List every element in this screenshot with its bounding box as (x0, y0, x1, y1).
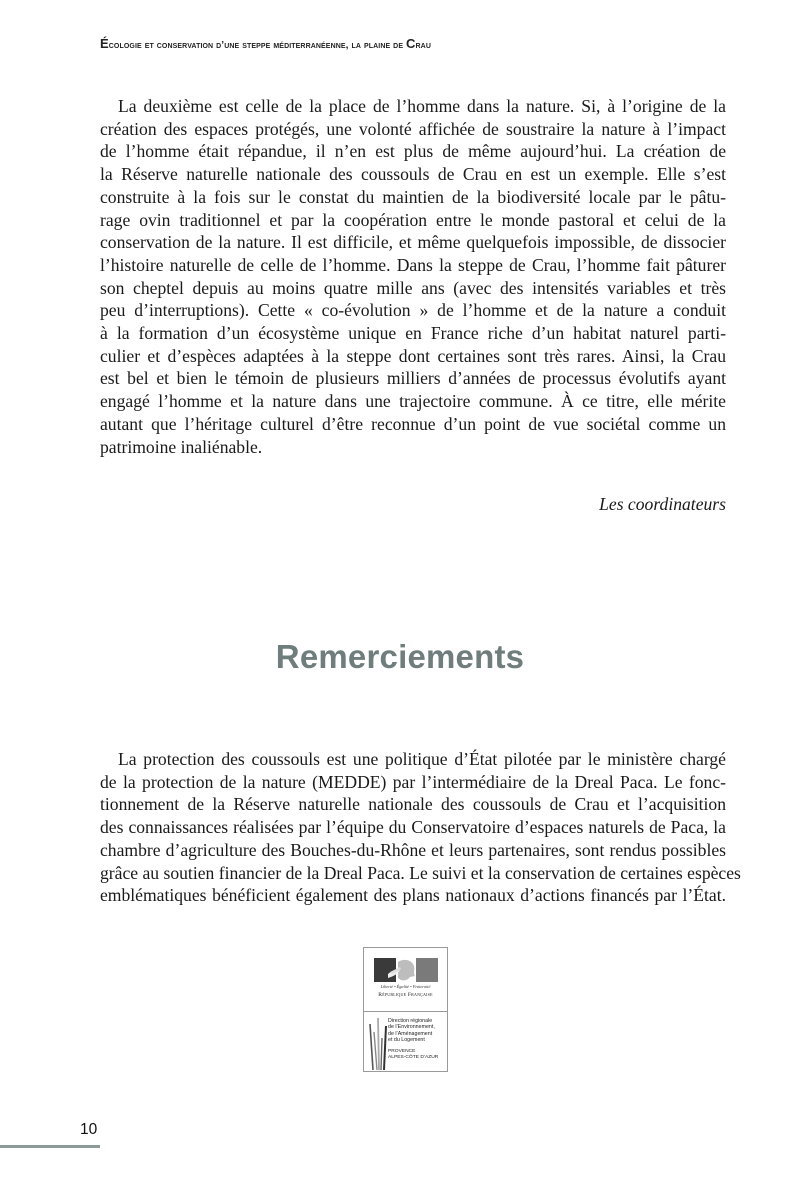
preface-paragraph (100, 95, 726, 458)
running-head-text-1: cologie et conservation d’une steppe méditerranéenne, la plaine de (108, 40, 407, 51)
running-head-cap-1: É (100, 36, 109, 51)
section-title: Remerciements (275, 638, 525, 675)
text-line: l’histoire naturelle de celle de l’homme. Dans la steppe de Crau, l’homme fait pâturer (100, 254, 726, 275)
text-line: peu d’interruptions). Cette « co-évolution » de l’homme et de la nature a conduit (100, 300, 726, 321)
dreal-line: et du Logement (388, 1036, 425, 1043)
page-number: 10 (80, 1121, 98, 1138)
republique-label: République Française (378, 992, 433, 998)
prefecture-dreal-logo (363, 947, 448, 1072)
text-line: création des espaces protégés, une volonté affichée de soustraire la nature à l’impact (100, 118, 726, 139)
motto: Liberté • Égalité • Fraternité (380, 984, 431, 989)
text-line: la Réserve naturelle nationale des coussouls de Crau en est un exemple. Elle s’est (100, 164, 726, 185)
text-line: La protection des coussouls est une politique d’État pilotée par le ministère chargé (118, 749, 726, 769)
page-number-rule (0, 1145, 100, 1148)
running-head-cap-2: C (406, 36, 416, 51)
text-line: tionnement de la Réserve naturelle nationale des coussouls de Crau et l’acquisition (100, 794, 726, 815)
text-line: construite à la fois sur le constat du maintien de la biodiversité locale par le pâtu- (100, 186, 726, 207)
text-line: à la formation d’un écosystème unique en France riche d’un habitat naturel parti- (100, 323, 726, 344)
text-line: emblématiques bénéficient également des plans nationaux d’actions financés par l’État. (100, 885, 726, 906)
region-line: ALPES-CÔTE D’AZUR (388, 1055, 439, 1060)
text-line: chambre d’agriculture des Bouches-du-Rhône et leurs partenaires, sont rendus possibles (100, 839, 726, 860)
text-line: de l’homme était répandue, il n’en est plus de même aujourd’hui. La création de (100, 141, 726, 162)
acknowledgements-paragraph (100, 748, 741, 907)
text-line: patrimoine inaliénable. (100, 436, 263, 457)
region-line: PROVENCE (388, 1049, 416, 1054)
text-line: autant que l’héritage culturel d’être reconnue d’un point de vue sociétal comme un (100, 413, 726, 434)
text-line: engagé l’homme et la nature dans une trajectoire commune. À ce titre, elle mérite (100, 391, 726, 412)
dreal-name (388, 1018, 448, 1043)
text-line: de la protection de la nature (MEDDE) par l’intermédiaire de la Dreal Paca. Le fonc- (100, 771, 726, 792)
text-line: La deuxième est celle de la place de l’homme dans la nature. Si, à l’origine de la (118, 96, 726, 116)
text-line: culier et d’espèces adaptées à la steppe dont certaines sont très rares. Ainsi, la Crau (100, 345, 726, 366)
dreal-line: de l’Aménagement (388, 1030, 433, 1037)
republique-francaise-block (364, 948, 447, 1012)
signature: Les coordinateurs (599, 494, 726, 514)
running-head (100, 36, 740, 51)
text-line: son cheptel depuis au moins quatre mille ans (avec des intensités variables et très (100, 277, 726, 298)
marianne-flag-icon (374, 958, 438, 982)
dreal-line: Direction régionale (388, 1018, 433, 1024)
text-line: grâce au soutien financier de la Dreal Paca. Le suivi et la conservation de certaines espèces (100, 862, 741, 883)
text-line: des connaissances réalisées par l’équipe du Conservatoire d’espaces naturels de Paca, la (100, 817, 726, 838)
region-name (388, 1049, 448, 1061)
text-line: rage ovin traditionnel et par la coopération entre le monde pastoral et celui de la (100, 209, 726, 230)
text-line: est bel et bien le témoin de plusieurs milliers d’années de processus évolutifs ayant (100, 368, 726, 389)
dreal-line: de l’Environnement, (388, 1024, 435, 1031)
running-head-text-2: rau (415, 40, 431, 51)
reeds-icon (368, 1018, 388, 1070)
text-line: conservation de la nature. Il est difficile, et même quelquefois impossible, de dissocier (100, 232, 726, 253)
